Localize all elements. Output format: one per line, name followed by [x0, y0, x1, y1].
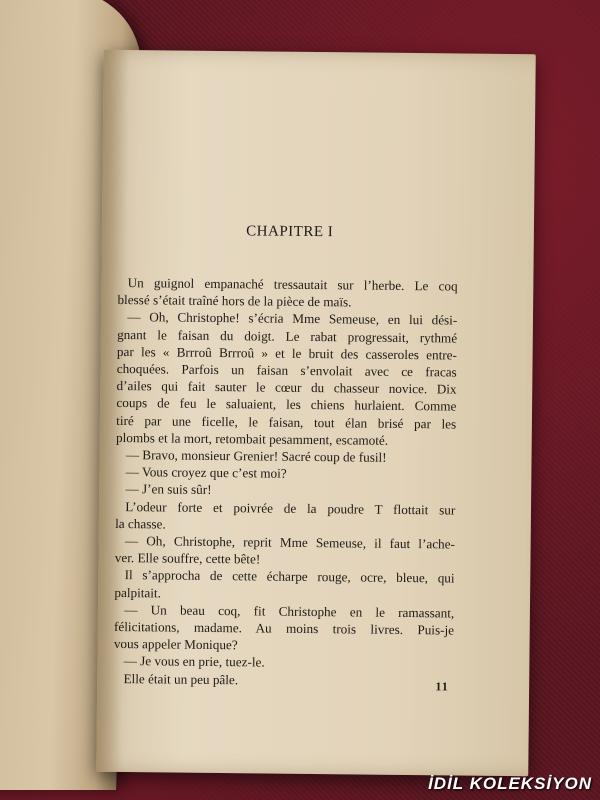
- text-line: plombs et la mort, retombait pesamment, escamoté.: [115, 429, 389, 448]
- text-line: — Oh, Christophe! s’écria Mme Semeuse, en lui dési-: [127, 309, 458, 328]
- text-line: blessé s’était traîné hors de la pièce de maïs.: [117, 292, 352, 310]
- text-line: la chasse.: [115, 515, 166, 532]
- chapter-title: CHAPITRE I: [246, 223, 334, 241]
- text-line: — Un beau coq, fit Christophe en le ramassant,: [124, 601, 455, 621]
- text-line: — Vous croyez que c’est moi?: [125, 464, 287, 482]
- text-line: palpitait.: [114, 584, 162, 601]
- text-line: — Bravo, monsieur Grenier! Sacré coup de fusil!: [125, 447, 387, 465]
- text-line: — Oh, Christophe, reprit Mme Semeuse, il faut l’ache-: [124, 533, 456, 552]
- text-line: Un guignol empanaché tressautait sur l’herbe. Le coq: [127, 275, 458, 294]
- text-line: félicitations, madame. Au moins trois livres. Puis-je: [113, 619, 455, 638]
- text-line: choquées. Parfois un faisan s’envolait avec ce fracas: [116, 360, 457, 380]
- text-line: coups de feu le saluaient, les chiens hurlaient. Comme: [116, 395, 457, 414]
- body-text: [113, 274, 457, 690]
- text-line: ver. Elle souffre, cette bête!: [114, 550, 261, 567]
- text-line: Il s’approcha de cette écharpe rouge, ocre, bleue, qui: [124, 567, 455, 586]
- watermark: İDİL KOLEKSİYON: [428, 774, 592, 793]
- text-line: vous appeler Monique?: [113, 636, 238, 653]
- text-line: — Je vous en prie, tuez-le.: [123, 653, 265, 671]
- text-line: tiré par une ficelle, le faisan, tout élan brisé par les: [116, 412, 457, 432]
- text-line: gnant le faisan du doigt. Le rabat progressait, rythmé: [117, 326, 458, 346]
- page-number: 11: [435, 679, 449, 694]
- text-line: — J’en suis sûr!: [125, 481, 212, 498]
- text-line: par les « Brrroû Brrroû » et le bruit des casseroles entre-: [116, 343, 458, 363]
- text-line: d’ailes qui fait sauter le cœur du chasseur novice. Dix: [116, 378, 457, 397]
- text-line: L’odeur forte et poivrée de la poudre T flottait sur: [125, 498, 456, 518]
- text-line: Elle était un peu pâle.: [123, 670, 239, 687]
